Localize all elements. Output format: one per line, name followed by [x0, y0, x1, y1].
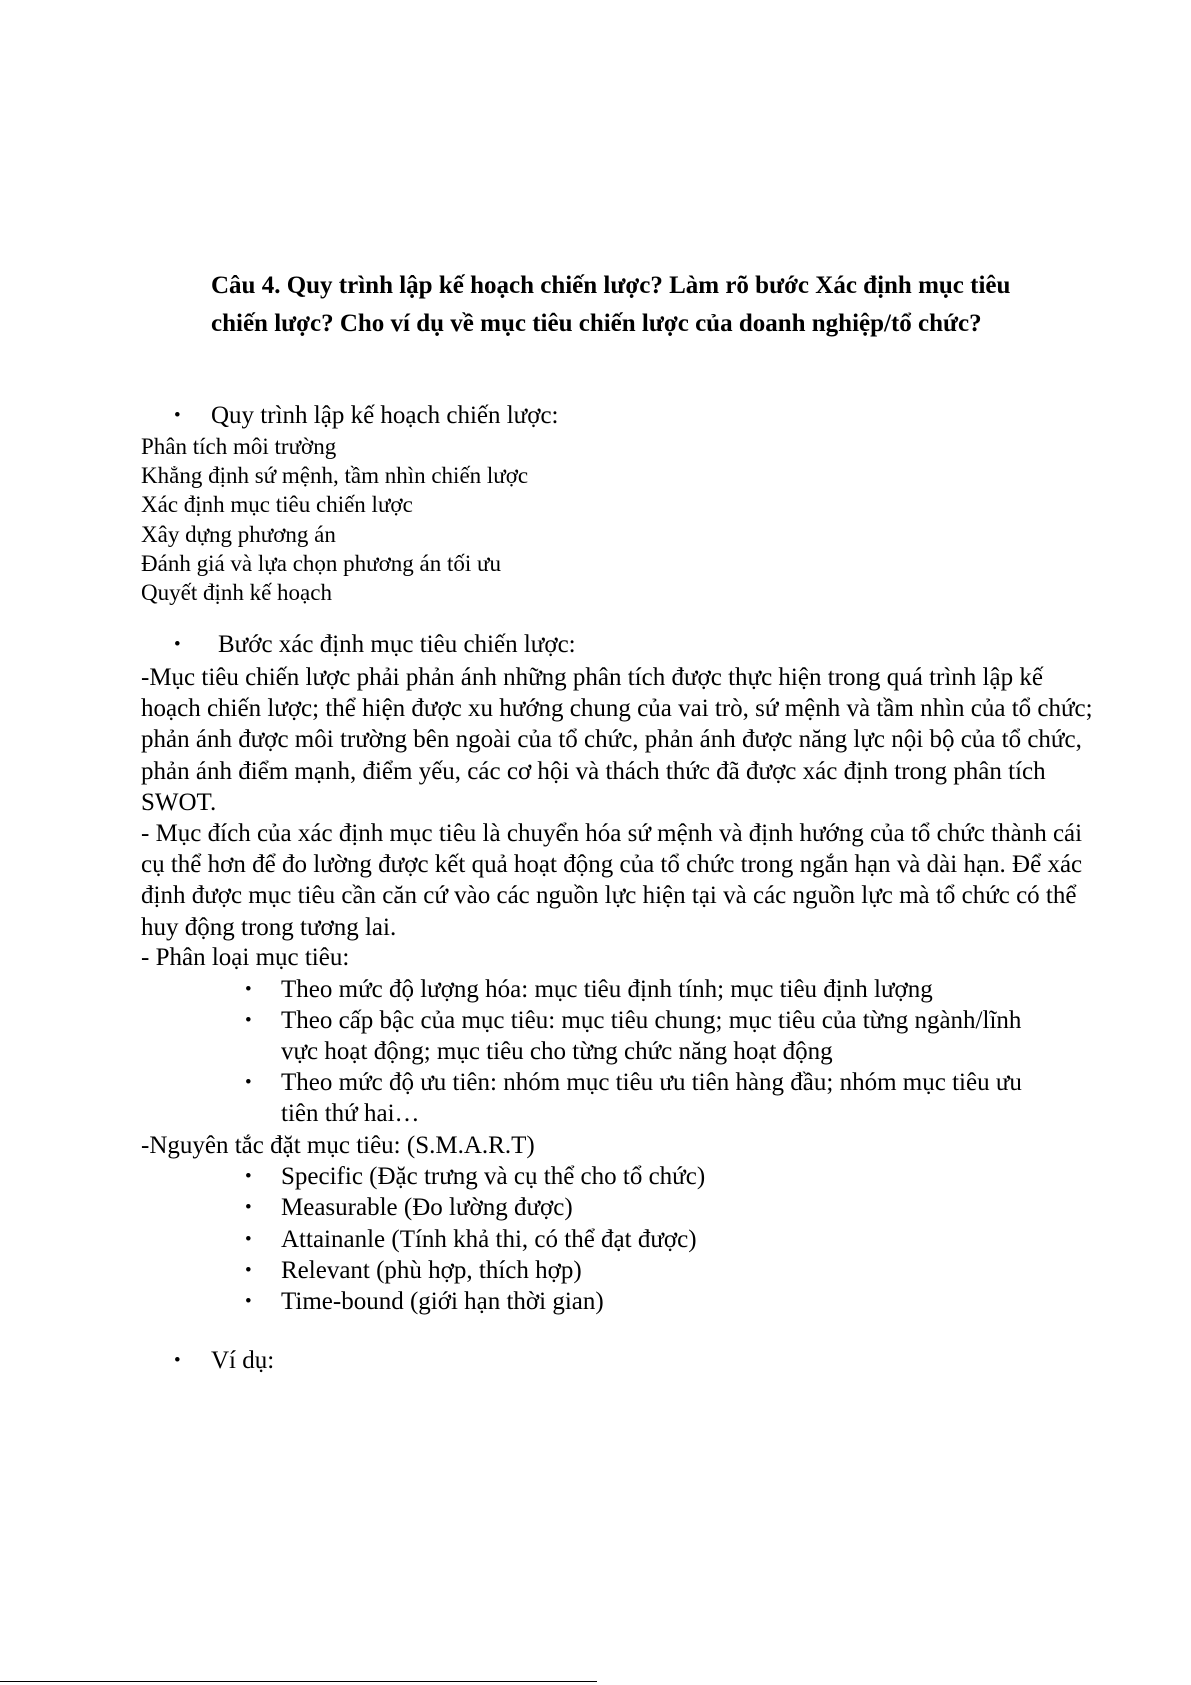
list-item: Theo mức độ lượng hóa: mục tiêu định tính; mục tiêu định lượng [281, 976, 933, 1003]
paragraph-objective-reflection: -Mục tiêu chiến lược phải phản ánh những phân tích được thực hiện trong quá trình lập kế hoạch chiến lược; thể hiện được xu hướng chung của vai trò, sứ mệnh và tầm nhìn của tổ chức; phản ánh được môi trường bên ngoài của tổ chức, phản ánh được năng lực nội bộ của tổ chức, phản ánh điểm mạnh, điểm yếu, các cơ hội và thách thức đã được xác định trong phân tích SWOT. [141, 664, 1093, 816]
section-title-objective-step: Bước xác định mục tiêu chiến lược: [218, 631, 576, 658]
list-item: Xây dựng phương án [141, 521, 336, 547]
list-item: Đánh giá và lựa chọn phương án tối ưu [141, 550, 501, 576]
bullet-icon: • [245, 1010, 252, 1031]
list-item: Xác định mục tiêu chiến lược [141, 492, 413, 518]
footer-divider [0, 1681, 597, 1682]
list-item: Theo mức độ ưu tiên: nhóm mục tiêu ưu tiên hàng đầu; nhóm mục tiêu ưu tiên thứ hai… [281, 1069, 1022, 1128]
bullet-icon: • [245, 1197, 252, 1218]
list-item: Theo cấp bậc của mục tiêu: mục tiêu chung; mục tiêu của từng ngành/lĩnh vực hoạt động; mục tiêu cho từng chức năng hoạt động [281, 1007, 1022, 1066]
list-item: Khẳng định sứ mệnh, tầm nhìn chiến lược [141, 463, 529, 489]
principle-title: -Nguyên tắc đặt mục tiêu: (S.M.A.R.T) [141, 1132, 535, 1159]
paragraph-objective-purpose: - Mục đích của xác định mục tiêu là chuyển hóa sứ mệnh và định hướng của tổ chức thành cái cụ thể hơn để đo lường được kết quả hoạt động của tổ chức trong ngắn hạn và dài hạn. Để xác định được mục tiêu cần căn cứ vào các nguồn lực hiện tại và các nguồn lực mà tổ chức có thể huy động trong tương lai. [141, 820, 1083, 941]
bullet-icon: • [245, 1260, 252, 1281]
bullet-icon: • [174, 1350, 181, 1371]
process-steps-list [141, 432, 528, 607]
list-item: Attainanle (Tính khả thi, có thể đạt được) [281, 1226, 697, 1253]
bullet-icon: • [245, 1229, 252, 1250]
list-item: Phân tích môi trường [141, 434, 337, 459]
bullet-icon: • [245, 1072, 252, 1093]
bullet-icon: • [245, 1291, 252, 1312]
bullet-icon: • [245, 979, 252, 1000]
bullet-icon: • [174, 405, 181, 426]
question-heading: Câu 4. Quy trình lập kế hoạch chiến lược? Làm rõ bước Xác định mục tiêu chiến lược? Cho ví dụ về mục tiêu chiến lược của doanh nghiệp/tổ chức? [211, 272, 1011, 337]
bullet-icon: • [245, 1166, 252, 1187]
classify-title: - Phân loại mục tiêu: [141, 944, 350, 971]
section-title-example: Ví dụ: [211, 1347, 275, 1374]
list-item: Quyết định kế hoạch [141, 580, 332, 606]
bullet-icon: • [174, 634, 181, 655]
list-item: Relevant (phù hợp, thích hợp) [281, 1257, 582, 1284]
list-item: Time-bound (giới hạn thời gian) [281, 1288, 604, 1315]
list-item: Measurable (Đo lường được) [281, 1194, 573, 1221]
section-title-process: Quy trình lập kế hoạch chiến lược: [211, 402, 559, 429]
list-item: Specific (Đặc trưng và cụ thể cho tổ chức) [281, 1163, 706, 1190]
